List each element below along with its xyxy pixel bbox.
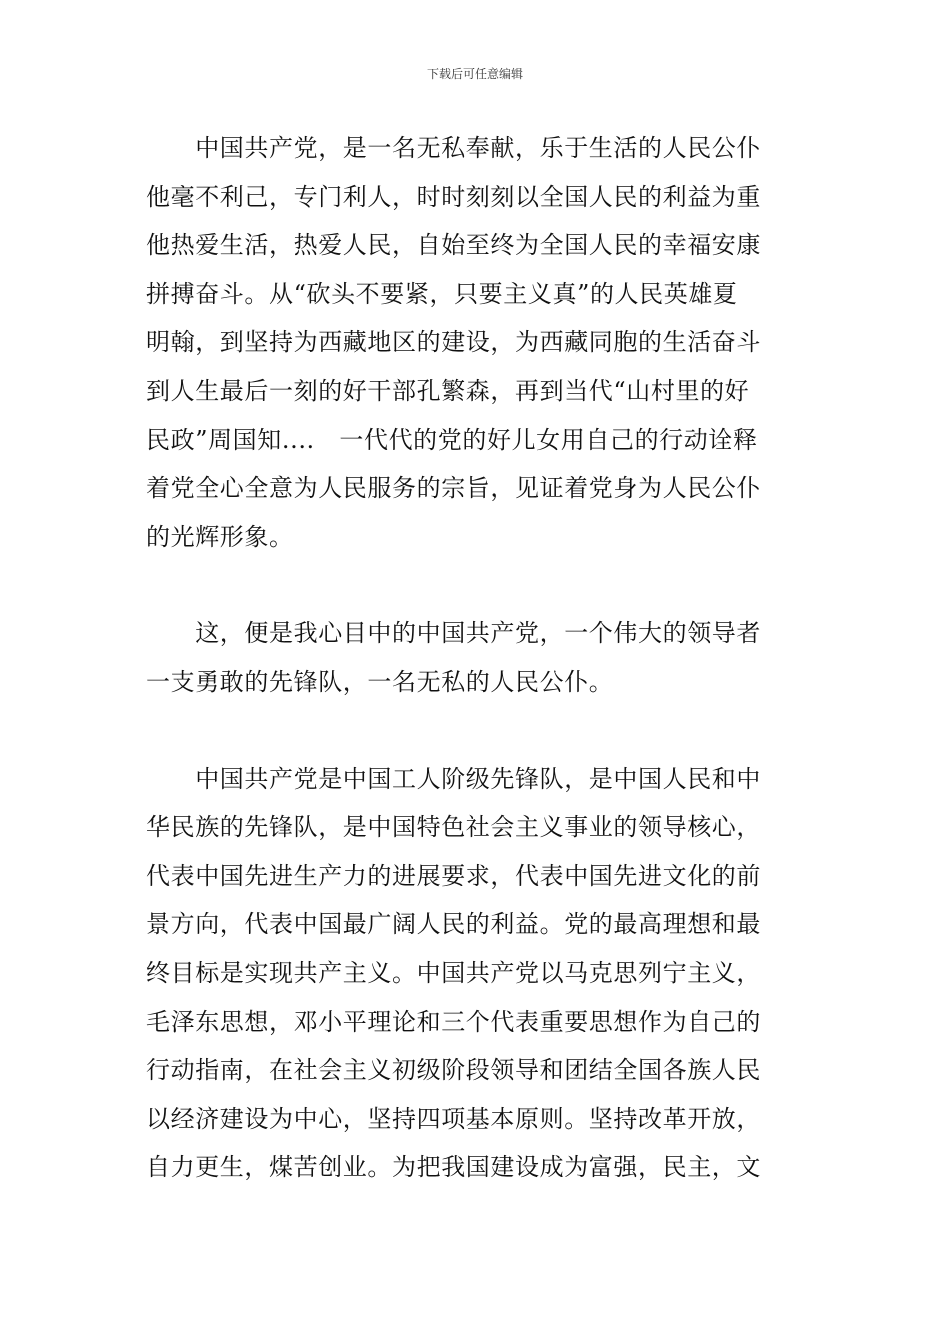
paragraph-2 [146, 609, 808, 706]
text-line: 行动指南，在社会主义初级阶段领导和团结全国各族人民 [146, 1056, 761, 1085]
text-line: 他毫不利己，专门利人，时时刻刻以全国人民的利益为重 [146, 182, 761, 211]
text-line: 拼搏奋斗。从“砍头不要紧，只要主义真”的人民英雄夏 [146, 279, 738, 308]
text-line: 一支勇敢的先锋队，一名无私的人民公仆。 [146, 667, 614, 696]
text-line: 终目标是实现共产主义。中国共产党以马克思列宁主义， [146, 958, 761, 987]
document-body [146, 124, 808, 1192]
text-line: 代表中国先进生产力的进展要求，代表中国先进文化的前 [146, 861, 761, 890]
page-header: 下载后可任意编辑 [426, 67, 523, 81]
text-line: 的光辉形象。 [146, 522, 294, 551]
paragraph-3 [146, 755, 808, 1192]
text-line: 到人生最后一刻的好干部孔繁森，再到当代“山村里的好 [146, 376, 750, 405]
text-line: 明翰，到坚持为西藏地区的建设，为西藏同胞的生活奋斗 [146, 328, 761, 357]
text-line: 民政”周国知.... 一代代的党的好儿女用自己的行动诠释 [146, 425, 758, 454]
paragraph-spacer [146, 561, 808, 609]
text-line: 华民族的先锋队，是中国特色社会主义事业的领导核心， [146, 813, 761, 842]
text-line: 毛泽东思想，邓小平理论和三个代表重要思想作为自己的 [146, 1007, 761, 1036]
text-line: 着党全心全意为人民服务的宗旨，见证着党身为人民公仆 [146, 474, 761, 503]
text-line: 景方向，代表中国最广阔人民的利益。党的最高理想和最 [146, 910, 761, 939]
paragraph-1 [146, 124, 808, 561]
text-line: 中国共产党，是一名无私奉献，乐于生活的人民公仆 [146, 134, 761, 162]
text-line: 他热爱生活，热爱人民，自始至终为全国人民的幸福安康 [146, 231, 761, 260]
text-line: 中国共产党是中国工人阶级先锋队，是中国人民和中 [146, 764, 761, 793]
text-line: 这，便是我心目中的中国共产党，一个伟大的领导者 [146, 619, 761, 648]
text-line: 自力更生，煤苦创业。为把我国建设成为富强，民主，文 [146, 1153, 761, 1182]
text-line: 以经济建设为中心，坚持四项基本原则。坚持改革开放， [146, 1104, 761, 1133]
paragraph-spacer [146, 707, 808, 755]
